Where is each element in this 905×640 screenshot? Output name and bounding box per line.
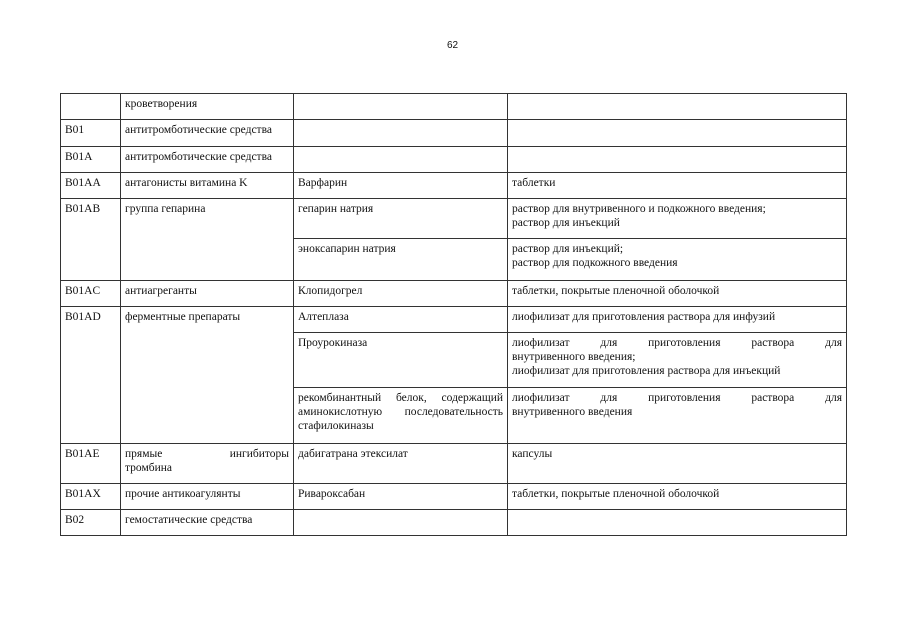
form-line: раствор для инъекций; [512,243,624,255]
table-row [61,444,847,484]
atc-code-cell: B01AE [61,444,121,484]
form-cell: капсулы [508,444,847,484]
group-cell: прочие антикоагулянты [121,484,294,510]
form-cell [508,239,847,281]
drug-cell [294,94,508,120]
table-row [61,94,847,120]
atc-code-cell: B01A [61,147,121,173]
drug-cell: гепарин натрия [294,199,508,239]
table-row [61,281,847,307]
table-row [61,307,847,333]
form-line: лиофилизат для приготовления раствора для [512,337,842,349]
form-cell [508,94,847,120]
atc-code-cell: B01AC [61,281,121,307]
atc-code-cell: B01AB [61,199,121,281]
form-cell [508,199,847,239]
drug-cell [294,510,508,536]
table-row [61,484,847,510]
table-row [61,173,847,199]
group-cell: кроветворения [121,94,294,120]
atc-code-cell: B02 [61,510,121,536]
atc-code-cell: B01AA [61,173,121,199]
table-row [61,147,847,173]
drug-cell: Клопидогрел [294,281,508,307]
drug-cell: Проурокиназа [294,333,508,388]
form-line: лиофилизат для приготовления раствора для [512,392,842,404]
form-cell [508,510,847,536]
form-cell: таблетки [508,173,847,199]
form-line: лиофилизат для приготовления раствора для инъекций [512,365,781,377]
drug-cell: Варфарин [294,173,508,199]
drug-cell: Ривароксабан [294,484,508,510]
group-cell: антитромботические средства [121,147,294,173]
form-line: раствор для внутривенного и подкожного введения; [512,203,766,215]
drug-cell [294,120,508,147]
table-row [61,510,847,536]
drug-cell: рекомбинантный белок, содержащий аминокислотную последовательность стафилокиназы [294,388,508,444]
form-cell: таблетки, покрытые пленочной оболочкой [508,281,847,307]
form-line: внутривенного введения; [512,351,636,363]
drug-cell: дабигатрана этексилат [294,444,508,484]
form-line: внутривенного введения [512,406,633,418]
form-line: раствор для подкожного введения [512,257,678,269]
drug-cell: Алтеплаза [294,307,508,333]
form-cell [508,120,847,147]
drug-cell [294,147,508,173]
group-cell: группа гепарина [121,199,294,281]
group-cell: гемостатические средства [121,510,294,536]
atc-code-cell [61,94,121,120]
table-row [61,120,847,147]
group-line: прямые ингибиторы [125,448,289,460]
drug-table [60,93,847,536]
page-number: 62 [446,40,459,51]
atc-code-cell: B01 [61,120,121,147]
table-row [61,199,847,239]
form-cell [508,388,847,444]
form-cell [508,333,847,388]
group-cell: антиагреганты [121,281,294,307]
group-cell: антитромботические средства [121,120,294,147]
group-cell [121,444,294,484]
group-cell: антагонисты витамина K [121,173,294,199]
group-cell: ферментные препараты [121,307,294,444]
atc-code-cell: B01AX [61,484,121,510]
form-cell [508,147,847,173]
group-line: тромбина [125,462,172,474]
drug-cell: эноксапарин натрия [294,239,508,281]
form-line: раствор для инъекций [512,217,620,229]
form-cell: таблетки, покрытые пленочной оболочкой [508,484,847,510]
form-cell: лиофилизат для приготовления раствора для инфузий [508,307,847,333]
atc-code-cell: B01AD [61,307,121,444]
